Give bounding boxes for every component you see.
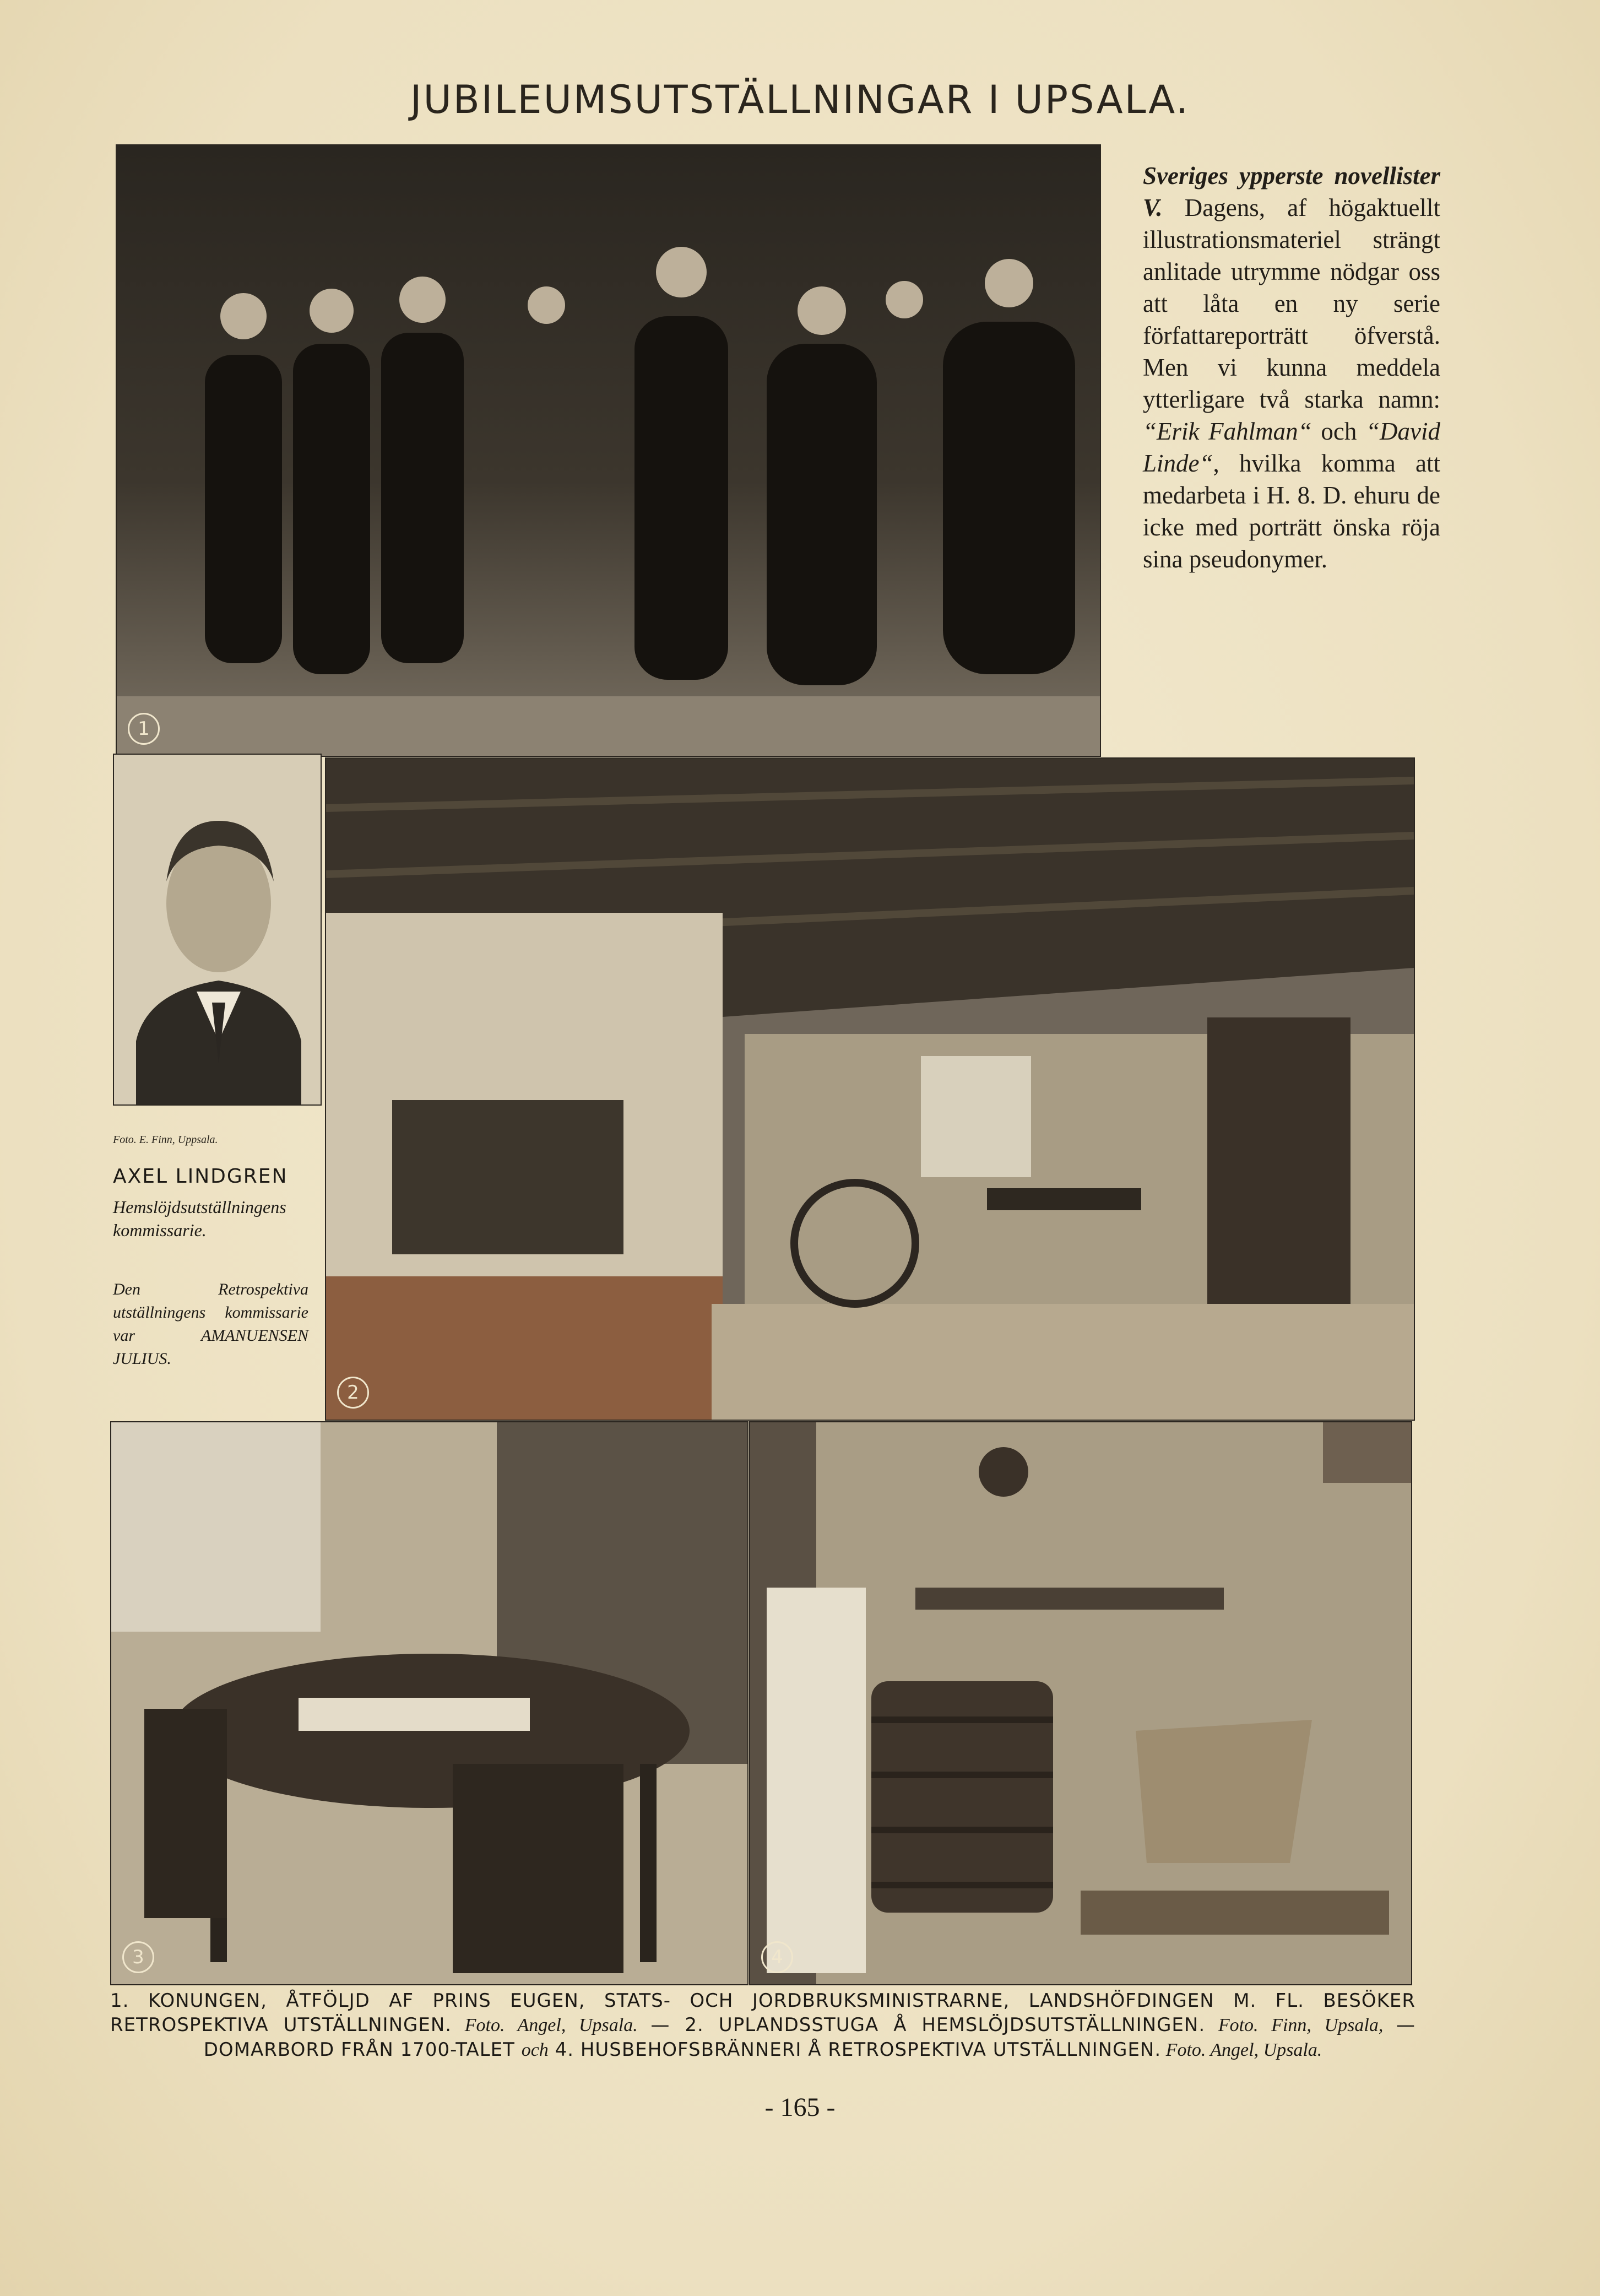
photo-number-3: 3 xyxy=(122,1941,154,1973)
photo-uplandsstuga xyxy=(325,757,1415,1421)
photo-number-1: 1 xyxy=(128,713,160,745)
photo-king-visit xyxy=(116,144,1101,757)
photo-caption xyxy=(110,1989,1415,2062)
portrait-role: Hemslöjdsutställningens kommissarie. xyxy=(113,1197,286,1240)
photo-number-4: 4 xyxy=(761,1941,793,1973)
sidebar-text-3: , hvilka komma att medarbeta i H. 8. D. ehuru de icke med porträtt önska röja sina pseudonymer. xyxy=(1143,450,1440,573)
sidebar-name-1: “Erik Fahlman“ xyxy=(1143,418,1312,445)
side-note: Den Retrospektiva utställningens kommissarie var AMANUENSEN JULIUS. xyxy=(113,1280,308,1368)
portrait-name: AXEL LINDGREN xyxy=(113,1165,288,1188)
page-number: - 165 - xyxy=(764,2093,836,2122)
photo-uplandsstuga-image xyxy=(326,759,1414,1420)
photo-king-visit-image xyxy=(117,145,1100,756)
caption-credit-1: Foto. Angel, Upsala. xyxy=(452,2015,651,2035)
portrait-image xyxy=(114,755,321,1104)
portrait-photo-credit: Foto. E. Finn, Uppsala. xyxy=(113,1134,218,1146)
sidebar-notice xyxy=(1143,160,1440,575)
caption-credit-2: Foto. Finn, Upsala, xyxy=(1205,2015,1397,2035)
caption-part-4: 4. HUSBEHOFSBRÄNNERI Å RETROSPEKTIVA UTSTÄLLNINGEN. xyxy=(548,2039,1162,2061)
photo-domarbord xyxy=(110,1421,749,1985)
caption-credit-4: Foto. Angel, Upsala. xyxy=(1161,2040,1322,2060)
portrait-photo xyxy=(113,754,322,1106)
sidebar-name-2: “David Linde“ xyxy=(1143,418,1440,477)
sidebar-text-1: Dagens, af högaktuellt illustrationsmateriel strängt anlitade utrymme nödgar oss att låta en ny serie författareporträtt öfverstå. Men vi kunna meddela ytterligare två starka namn: xyxy=(1143,194,1440,413)
photo-domarbord-image xyxy=(111,1422,747,1984)
page-header: JUBILEUMSUTSTÄLLNINGAR I UPSALA. xyxy=(410,77,1190,122)
photo-number-2: 2 xyxy=(337,1377,369,1409)
photo-husbehofsbranneri-image xyxy=(750,1422,1411,1984)
caption-part-3: — DOMARBORD FRÅN 1700-TALET xyxy=(203,2014,1416,2061)
caption-part-1: 1. KONUNGEN, ÅTFÖLJD AF PRINS EUGEN, STATS- OCH JORDBRUKSMINISTRARNE, LANDSHÖFDINGEN M. FL. BESÖKER RETROSPEKTIVA UTSTÄLLNINGEN. xyxy=(110,1990,1415,2036)
caption-part-2: — 2. UPLANDSSTUGA Å HEMSLÖJDSUTSTÄLLNINGEN. xyxy=(650,2014,1206,2036)
photo-husbehofsbranneri xyxy=(749,1421,1412,1985)
sidebar-lead: Sveriges ypperste novellister V. xyxy=(1143,162,1440,221)
sidebar-text-2: och xyxy=(1311,418,1366,445)
caption-credit-3: och xyxy=(521,2040,549,2060)
